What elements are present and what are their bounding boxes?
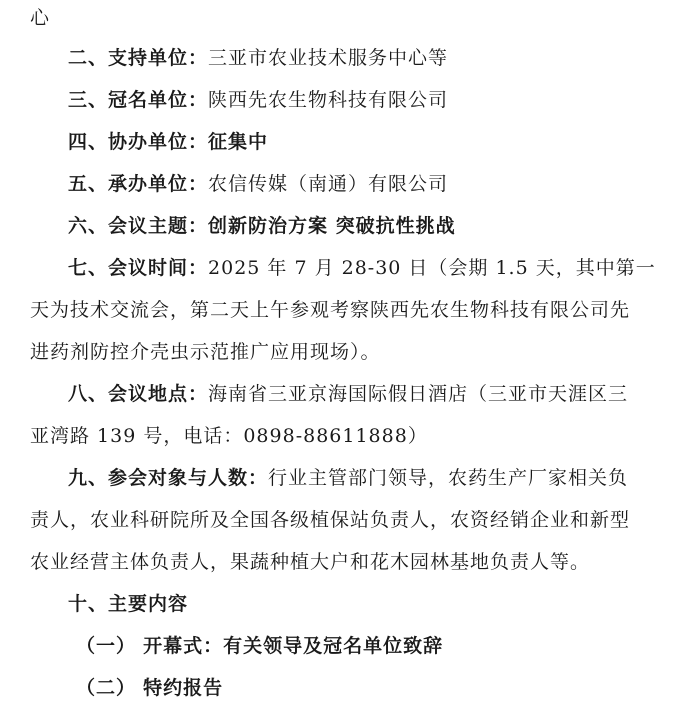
section-2 (68, 46, 448, 70)
subsection-2-heading: （二） (76, 677, 137, 699)
section-8-text-line2: 亚湾路 139 号，电话：0898-88611888） (30, 425, 428, 447)
section-8 (68, 382, 628, 406)
section-3-heading: 三、冠名单位： (68, 89, 209, 111)
section-5-heading: 五、承办单位： (68, 173, 209, 195)
subsection-2-text: 特约报告 (143, 677, 224, 699)
section-10 (68, 592, 188, 616)
section-7-heading: 七、会议时间： (68, 257, 209, 279)
section-8-heading: 八、会议地点： (68, 383, 209, 405)
section-9-line2 (30, 508, 630, 532)
text-fragment (30, 6, 50, 30)
section-8-text-line1: 海南省三亚京海国际假日酒店（三亚市天涯区三 (208, 383, 629, 405)
subsection-1 (76, 634, 443, 658)
section-2-text: 三亚市农业技术服务中心等 (208, 47, 449, 69)
section-7-text-line3: 进药剂防控介壳虫示范推广应用现场）。 (30, 341, 381, 363)
section-8-line2 (30, 424, 428, 448)
section-5 (68, 172, 448, 196)
section-4-text: 征集中 (208, 131, 269, 153)
subsection-1-text: 开幕式：有关领导及冠名单位致辞 (143, 635, 444, 657)
section-6-heading: 六、会议主题： (68, 215, 209, 237)
section-9 (68, 466, 628, 490)
section-9-text-line2: 责人，农业科研院所及全国各级植保站负责人，农资经销企业和新型 (30, 509, 631, 531)
section-4-heading: 四、协办单位： (68, 131, 209, 153)
subsection-2 (76, 676, 223, 700)
section-9-line3 (30, 550, 590, 574)
section-3-text: 陕西先农生物科技有限公司 (208, 89, 449, 111)
section-7-line3 (30, 340, 381, 364)
section-9-text-line3: 农业经营主体负责人，果蔬种植大户和花木园林基地负责人等。 (30, 551, 591, 573)
section-6-text: 创新防治方案 突破抗性挑战 (208, 215, 456, 237)
section-10-heading: 十、主要内容 (68, 593, 189, 615)
section-9-text-line1: 行业主管部门领导，农药生产厂家相关负 (268, 467, 629, 489)
section-9-heading: 九、参会对象与人数： (68, 467, 269, 489)
section-7-text-line1: 2025 年 7 月 28-30 日（会期 1.5 天，其中第一 (208, 257, 656, 279)
section-3 (68, 88, 448, 112)
section-7-text-line2: 天为技术交流会，第二天上午参观考察陕西先农生物科技有限公司先 (30, 299, 631, 321)
fragment-text: 心 (30, 7, 51, 29)
subsection-1-heading: （一） (76, 635, 137, 657)
section-4 (68, 130, 268, 154)
section-7-line2 (30, 298, 630, 322)
section-6 (68, 214, 456, 238)
section-5-text: 农信传媒（南通）有限公司 (208, 173, 449, 195)
section-7 (68, 256, 656, 280)
section-2-heading: 二、支持单位： (68, 47, 209, 69)
